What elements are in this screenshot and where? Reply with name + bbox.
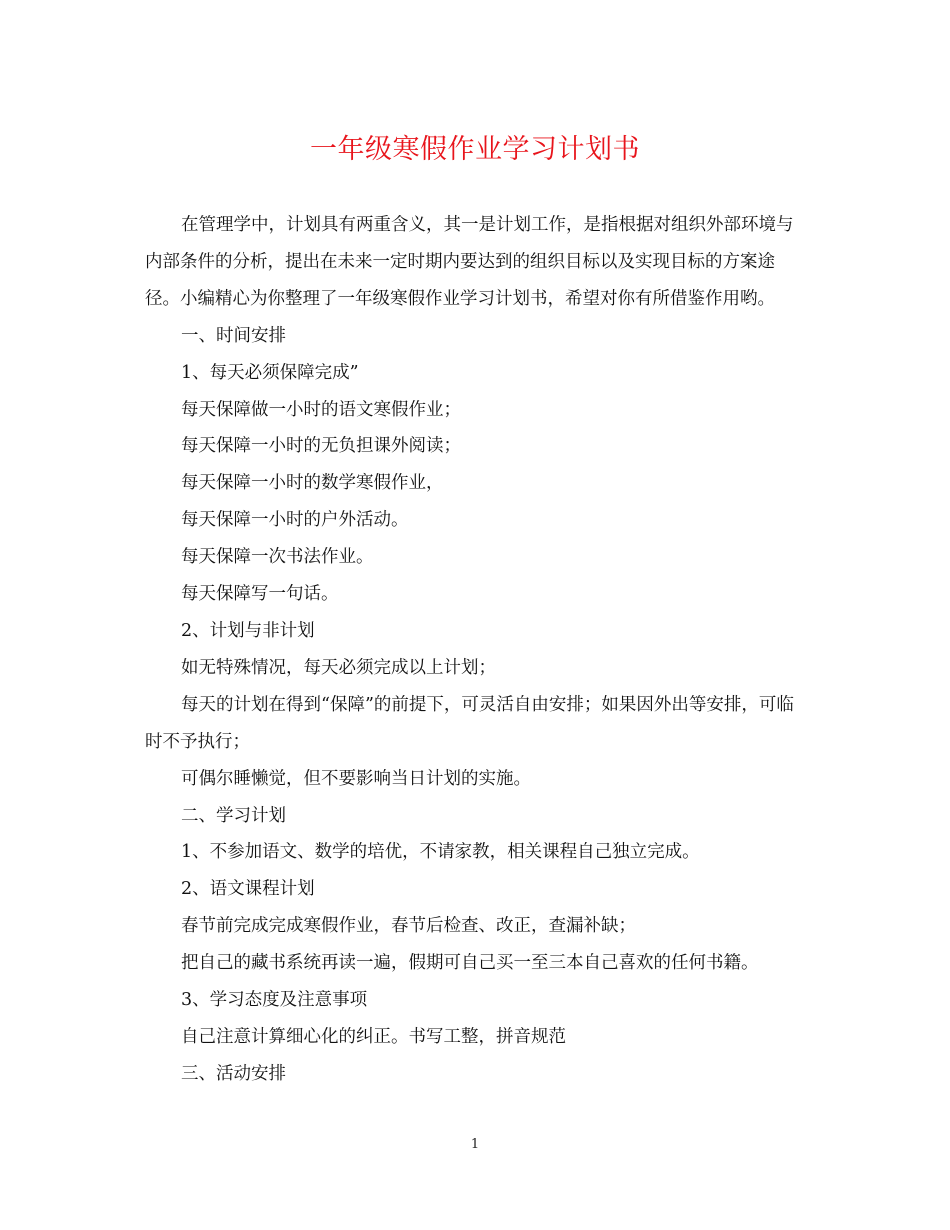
document-title: 一年级寒假作业学习计划书 — [310, 134, 640, 165]
section-heading-study-plan: 二、学习计划 — [181, 805, 286, 826]
list-item: 每天保障一次书法作业。 — [181, 547, 374, 568]
subheading-attitude-notes: 3、学习态度及注意事项 — [181, 990, 368, 1011]
section-heading-time-arrangement: 一、时间安排 — [181, 325, 286, 346]
list-item: 每天保障一小时的数学寒假作业， — [181, 473, 444, 494]
list-item: 自己注意计算细心化的纠正。书写工整，拼音规范 — [181, 1026, 566, 1047]
list-item: 把自己的藏书系统再读一遍，假期可自己买一至三本自己喜欢的任何书籍。 — [181, 953, 759, 974]
list-item: 每天的计划在得到“保障”的前提下，可灵活自由安排；如果因外出等安排，可临时不予执行； — [145, 694, 794, 752]
list-item: 每天保障做一小时的语文寒假作业； — [181, 399, 461, 420]
list-item: 每天保障一小时的户外活动。 — [181, 510, 409, 531]
list-item: 1、不参加语文、数学的培优，不请家教，相关课程自己独立完成。 — [181, 842, 700, 863]
section-heading-activity-arrangement: 三、活动安排 — [181, 1063, 286, 1084]
intro-paragraph: 在管理学中，计划具有两重含义，其一是计划工作，是指根据对组织外部环境与内部条件的分析，提出在未来一定时期内要达到的组织目标以及实现目标的方案途径。小编精心为你整理了一年级寒假作业学习计划书，希望对你有所借鉴作用哟。 — [145, 215, 794, 309]
list-item: 每天保障写一句话。 — [181, 584, 339, 605]
subheading-daily-requirements: 1、每天必须保障完成” — [181, 362, 359, 383]
list-item: 可偶尔睡懒觉，但不要影响当日计划的实施。 — [181, 768, 531, 789]
list-item: 每天保障一小时的无负担课外阅读； — [181, 436, 461, 457]
list-item: 如无特殊情况，每天必须完成以上计划； — [181, 657, 496, 678]
list-item: 春节前完成完成寒假作业，春节后检查、改正，查漏补缺； — [181, 916, 636, 937]
subheading-chinese-course-plan: 2、语文课程计划 — [181, 879, 315, 900]
document-body — [145, 207, 805, 1093]
page-number: 1 — [470, 1137, 480, 1152]
subheading-plan-and-nonplan: 2、计划与非计划 — [181, 620, 315, 641]
